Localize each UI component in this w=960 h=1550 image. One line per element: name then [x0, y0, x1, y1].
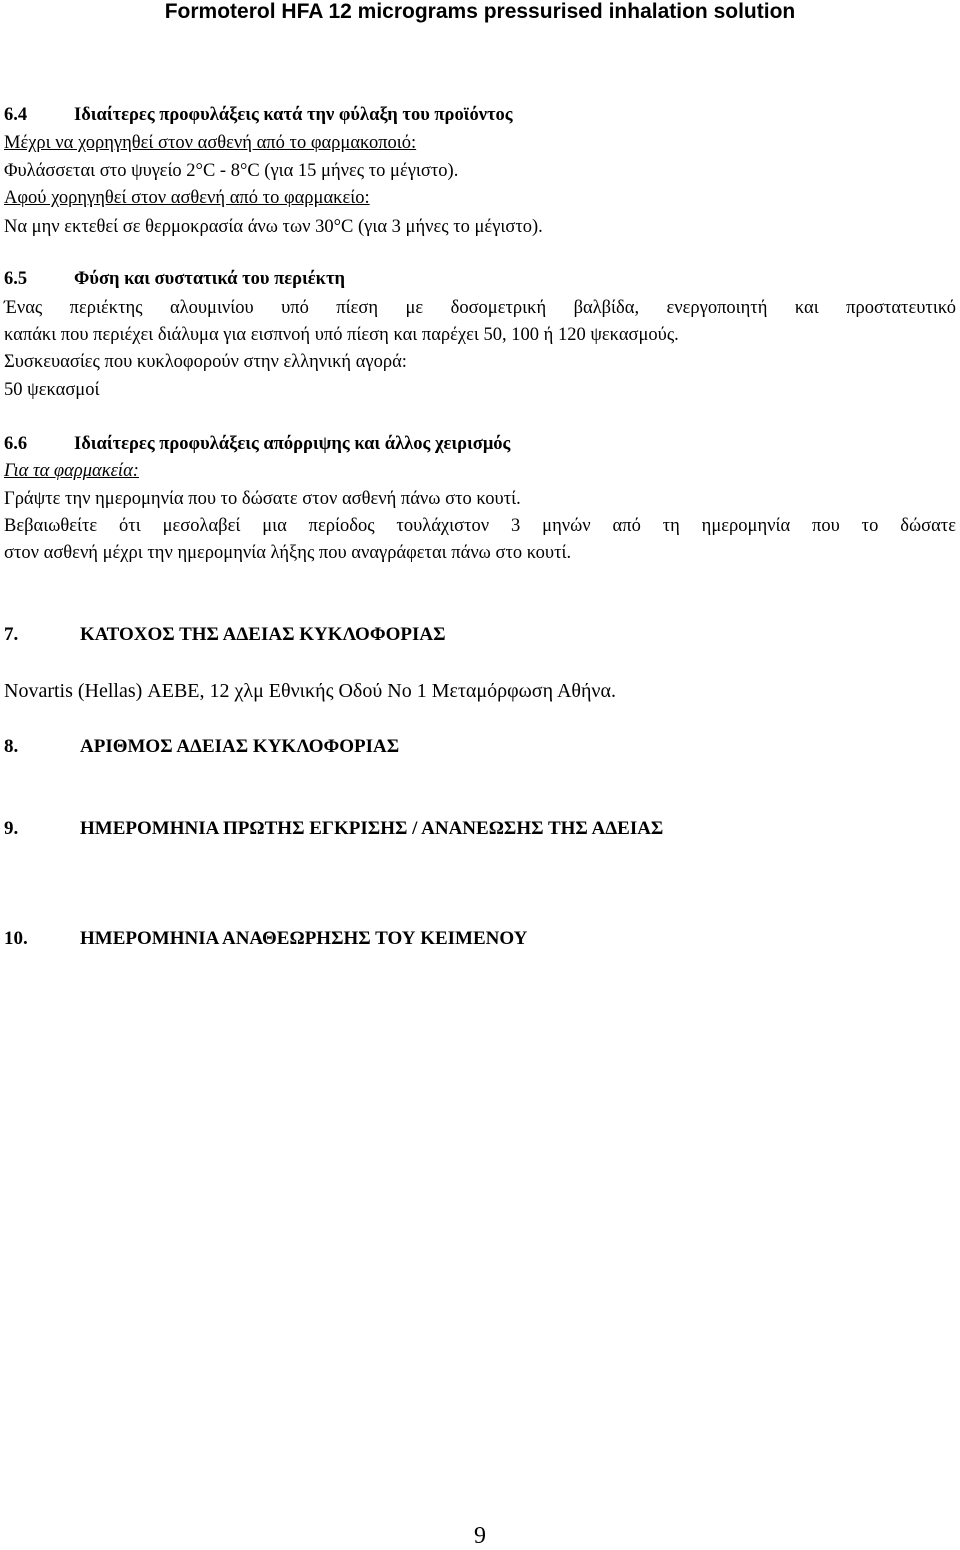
- section-number: 8.: [4, 736, 19, 757]
- section-number: 6.4: [4, 105, 28, 125]
- text-line: Ένας περιέκτης αλουμινίου υπό πίεση με δοσομετρική βαλβίδα, ενεργοποιητή και προστατευτικό: [4, 298, 956, 318]
- section-number: 7.: [4, 624, 19, 645]
- text-line: Για τα φαρμακεία:: [4, 461, 139, 481]
- text-line: Γράψτε την ημερομηνία που το δώσατε στον ασθενή πάνω στο κουτί.: [4, 489, 521, 509]
- section-title: ΗΜΕΡΟΜΗΝΙΑ ΠΡΩΤΗΣ ΕΓΚΡΙΣΗΣ / ΑΝΑΝΕΩΣΗΣ ΤΗΣ ΑΔΕΙΑΣ: [80, 818, 664, 839]
- text-line: Συσκευασίες που κυκλοφορούν στην ελληνική αγορά:: [4, 352, 407, 372]
- section-title: Ιδιαίτερες προφυλάξεις κατά την φύλαξη του προϊόντος: [74, 105, 513, 125]
- text-line: στον ασθενή μέχρι την ημερομηνία λήξης που αναγράφεται πάνω στο κουτί.: [4, 543, 572, 563]
- text-line: 50 ψεκασμοί: [4, 380, 100, 400]
- section-8-heading: [4, 736, 399, 758]
- text-line: Φυλάσσεται στο ψυγείο 2°C - 8°C (για 15 μήνες το μέγιστο).: [4, 161, 459, 181]
- section-number: 10.: [4, 928, 28, 949]
- section-7-heading: [4, 624, 446, 646]
- section-title: ΚΑΤΟΧΟΣ ΤΗΣ ΑΔΕΙΑΣ ΚΥΚΛΟΦΟΡΙΑΣ: [80, 624, 446, 645]
- section-title: Ιδιαίτερες προφυλάξεις απόρριψης και άλλος χειρισμός: [74, 434, 511, 454]
- section-title: Φύση και συστατικά του περιέκτη: [74, 269, 345, 289]
- section-title: ΗΜΕΡΟΜΗΝΙΑ ΑΝΑΘΕΩΡΗΣΗΣ ΤΟΥ ΚΕΙΜΕΝΟΥ: [80, 928, 528, 949]
- section-6-5-heading: [4, 268, 345, 290]
- text-line: Novartis (Hellas) ΑΕΒΕ, 12 χλμ Εθνικής Οδού Νο 1 Μεταμόρφωση Αθήνα.: [4, 680, 616, 702]
- document-header: Formoterol HFA 12 micrograms pressurised inhalation solution: [164, 0, 796, 23]
- text-line: Βεβαιωθείτε ότι μεσολαβεί μια περίοδος τουλάχιστον 3 μηνών από τη ημερομηνία που το δώσατε: [4, 516, 956, 536]
- section-title: ΑΡΙΘΜΟΣ ΑΔΕΙΑΣ ΚΥΚΛΟΦΟΡΙΑΣ: [80, 736, 400, 757]
- section-6-4-heading: [4, 104, 513, 126]
- section-number: 9.: [4, 818, 19, 839]
- text-line: Να μην εκτεθεί σε θερμοκρασία άνω των 30°C (για 3 μήνες το μέγιστο).: [4, 217, 543, 237]
- section-10-heading: [4, 928, 527, 950]
- section-6-6-heading: [4, 433, 510, 455]
- text-line: Αφού χορηγηθεί στον ασθενή από το φαρμακείο:: [4, 188, 370, 208]
- text-line: καπάκι που περιέχει διάλυμα για εισπνοή υπό πίεση και παρέχει 50, 100 ή 120 ψεκασμούς.: [4, 325, 679, 345]
- section-9-heading: [4, 818, 663, 840]
- text-line: Μέχρι να χορηγηθεί στον ασθενή από το φαρμακοποιό:: [4, 133, 417, 153]
- section-number: 6.5: [4, 269, 28, 289]
- section-number: 6.6: [4, 434, 28, 454]
- page-number: 9: [474, 1523, 486, 1549]
